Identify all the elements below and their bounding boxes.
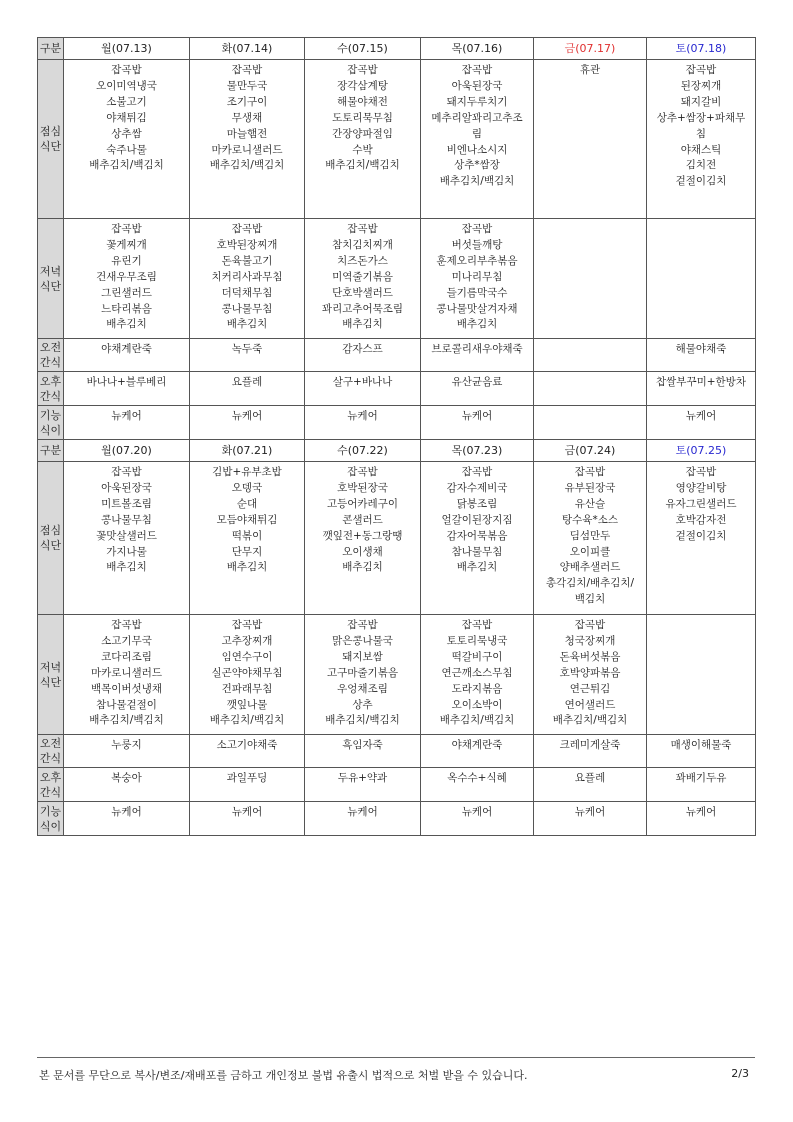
menu-item: 해물야채전 (337, 95, 388, 108)
menu-item: 뉴케어 (461, 410, 493, 422)
functional-meal-label (38, 802, 64, 836)
am-snack-label (38, 339, 64, 372)
menu-item: 참나물겉절이 (96, 698, 157, 711)
menu-item: 잡곡밥 (231, 619, 263, 631)
functional-meal-label-text: 기능 (39, 804, 62, 818)
menu-item: 호박감자전 (675, 513, 727, 526)
menu-item: 닭봉조림 (456, 497, 498, 510)
dinner-cell (64, 219, 190, 339)
menu-item: 잡곡밥 (111, 223, 142, 235)
menu-item: 치즈돈가스 (337, 254, 388, 267)
pm-snack-cell (421, 372, 534, 406)
dinner-cell (421, 615, 534, 735)
dinner-label (38, 219, 64, 339)
lunch-cell (190, 60, 305, 219)
menu-item: 마카로니샐러드 (211, 143, 283, 156)
header-label: 구분 (38, 38, 64, 60)
lunch-cell (305, 462, 421, 615)
menu-item: 콩나물무침 (221, 302, 273, 315)
menu-item: 오이미역냉국 (96, 79, 157, 92)
menu-item: 콩나물무침 (101, 513, 152, 526)
menu-item: 소고기야채죽 (216, 739, 278, 751)
lunch-cell (64, 462, 190, 615)
menu-item: 김치전 (685, 159, 717, 172)
lunch-cell (534, 60, 647, 219)
lunch-label-text: 점심 (39, 524, 62, 537)
menu-item: 뉴케어 (111, 806, 142, 818)
menu-item: 호박양파볶음 (559, 666, 621, 679)
menu-item: 잡곡밥 (111, 619, 142, 631)
dinner-row (38, 219, 756, 339)
menu-item: 감자어묵볶음 (446, 529, 508, 542)
menu-item: 브로콜리새우야채죽 (431, 343, 523, 355)
menu-item: 배추김치/백김치 (89, 714, 164, 727)
menu-item: 복숭아 (111, 772, 142, 784)
am-snack-cell (421, 735, 534, 768)
functional-meal-cell (534, 406, 647, 440)
menu-item: 배추김치 (226, 561, 268, 574)
functional-meal-cell (647, 406, 756, 440)
menu-item: 콘샐러드 (342, 513, 383, 526)
menu-item: 살구+바나나 (332, 376, 393, 388)
menu-item: 야채계란죽 (101, 343, 152, 355)
menu-item: 아욱된장국 (101, 481, 152, 494)
am-snack-cell (421, 339, 534, 372)
menu-item: 단호박샐러드 (332, 286, 393, 299)
functional-meal-cell (421, 406, 534, 440)
pm-snack-cell (190, 372, 305, 406)
menu-item: 꽃게찌개 (106, 238, 147, 251)
menu-item: 잡곡밥 (461, 466, 493, 478)
menu-item: 모듬야채튀김 (216, 513, 278, 526)
dinner-cell (534, 615, 647, 735)
menu-item: 잡곡밥 (574, 466, 606, 478)
functional-meal-cell (647, 802, 756, 836)
dinner-cell (534, 219, 647, 339)
menu-item: 겉절이김치 (675, 529, 727, 542)
menu-item: 임연수구이 (221, 650, 273, 663)
menu-item: 뉴케어 (231, 410, 263, 422)
am-snack-cell (64, 735, 190, 768)
pm-snack-cell (190, 768, 305, 802)
menu-item: 돈육버섯볶음 (559, 650, 621, 663)
dinner-label-text: 저녁 (39, 264, 62, 278)
pm-snack-cell (647, 768, 756, 802)
dinner-cell (305, 219, 421, 339)
menu-item: 크레미게살죽 (559, 739, 621, 751)
menu-item: 참치김치찌개 (332, 238, 393, 251)
menu-item: 야채튀김 (106, 111, 147, 124)
pm-snack-label-text: 간식 (39, 389, 62, 403)
menu-item: 뉴케어 (111, 410, 142, 422)
functional-meal-cell (421, 802, 534, 836)
pm-snack-label-text: 오후 (39, 770, 62, 784)
lunch-cell (64, 60, 190, 219)
menu-item: 요플레 (231, 376, 263, 388)
menu-item: 배추김치 (342, 318, 383, 331)
lunch-label-text: 식단 (39, 140, 62, 153)
menu-item: 배추김치 (456, 561, 498, 574)
dinner-cell (64, 615, 190, 735)
menu-item: 딤섬만두 (569, 529, 611, 542)
menu-item: 마늘햄전 (226, 127, 268, 140)
pm-snack-label (38, 768, 64, 802)
menu-item: 잡곡밥 (347, 466, 378, 478)
menu-item: 가지나물 (106, 545, 147, 558)
menu-item: 영양갈비탕 (675, 481, 727, 494)
menu-item: 찹쌀부꾸미+한방차 (656, 376, 746, 388)
menu-item: 연어샐러드 (564, 698, 616, 711)
menu-item: 옥수수+식혜 (447, 772, 507, 784)
menu-item: 느타리볶음 (101, 302, 152, 315)
weekly-menu-table (37, 37, 756, 836)
menu-item: 고등어카레구이 (326, 497, 398, 510)
functional-meal-cell (64, 802, 190, 836)
am-snack-cell (647, 735, 756, 768)
menu-item: 도토리묵무침 (332, 111, 393, 124)
functional-meal-cell (190, 802, 305, 836)
menu-item: 림 (471, 127, 483, 140)
functional-meal-row (38, 406, 756, 440)
menu-item: 수박 (352, 143, 373, 156)
functional-meal-label-text: 식이 (39, 423, 62, 437)
menu-item: 아욱된장국 (451, 79, 503, 92)
menu-item: 녹두죽 (231, 343, 263, 355)
menu-item: 실곤약야채무침 (211, 666, 283, 679)
menu-item: 치커리사과무침 (211, 270, 283, 283)
pm-snack-cell (305, 768, 421, 802)
day-header: 수(07.22) (305, 440, 421, 462)
week-header-row (38, 440, 756, 462)
pm-snack-label (38, 372, 64, 406)
menu-item: 겉절이김치 (675, 175, 727, 188)
menu-item: 김밥+유부초밥 (212, 466, 282, 478)
dinner-cell (421, 219, 534, 339)
menu-item: 휴관 (579, 64, 601, 76)
pm-snack-cell (647, 372, 756, 406)
menu-item: 배추김치/백김치 (439, 714, 515, 727)
lunch-cell (647, 462, 756, 615)
menu-item: 순대 (236, 497, 258, 510)
menu-item: 꽃맛살샐러드 (96, 529, 157, 542)
dinner-label-text: 식단 (39, 279, 62, 293)
menu-item: 장각삼계탕 (337, 79, 388, 92)
menu-item: 상추쌈 (111, 127, 142, 140)
menu-item: 된장찌개 (680, 79, 722, 92)
lunch-label (38, 462, 64, 615)
am-snack-label-text: 간식 (39, 752, 62, 765)
lunch-label-text: 식단 (39, 539, 62, 552)
menu-item: 야채스틱 (680, 143, 722, 156)
menu-item: 연근튀김 (569, 682, 611, 695)
pm-snack-cell (305, 372, 421, 406)
menu-item: 배추김치/백김치 (209, 714, 285, 727)
menu-item: 잡곡밥 (231, 223, 263, 235)
menu-item: 요플레 (574, 772, 606, 784)
functional-meal-cell (305, 802, 421, 836)
am-snack-cell (190, 735, 305, 768)
menu-item: 깻잎나물 (226, 698, 268, 711)
footer (37, 1057, 755, 1082)
menu-item: 맑은콩나물국 (332, 634, 393, 647)
menu-item: 잡곡밥 (685, 64, 717, 76)
lunch-cell (190, 462, 305, 615)
day-header: 목(07.23) (421, 440, 534, 462)
menu-item: 청국장찌개 (564, 634, 616, 647)
menu-item: 양배추샐러드 (559, 561, 621, 574)
dinner-label (38, 615, 64, 735)
menu-item: 오이피클 (569, 545, 611, 558)
menu-item: 꽈리고추어묵조림 (321, 302, 404, 315)
menu-item: 배추김치 (106, 561, 147, 574)
am-snack-cell (534, 339, 647, 372)
menu-item: 오이생채 (342, 545, 383, 558)
dinner-cell (305, 615, 421, 735)
menu-item: 상추 (352, 698, 373, 711)
am-snack-row (38, 735, 756, 768)
menu-item: 미역줄기볶음 (332, 270, 393, 283)
menu-item: 참나물무침 (451, 545, 503, 558)
menu-item: 꽈배기두유 (675, 772, 727, 784)
menu-item: 유부된장국 (564, 481, 616, 494)
menu-item: 뉴케어 (685, 806, 717, 818)
menu-item: 잡곡밥 (231, 64, 263, 76)
day-header: 화(07.21) (190, 440, 305, 462)
page-number: 2/3 (731, 1067, 749, 1080)
menu-item: 돼지갈비 (680, 95, 722, 108)
functional-meal-cell (190, 406, 305, 440)
pm-snack-cell (64, 768, 190, 802)
day-header: 수(07.15) (305, 38, 421, 60)
menu-item: 조기구이 (226, 95, 268, 108)
am-snack-cell (64, 339, 190, 372)
functional-meal-cell (64, 406, 190, 440)
menu-item: 누룽지 (111, 739, 142, 751)
menu-item: 배추김치 (226, 318, 268, 331)
menu-item: 총각김치/배추김치/ (545, 577, 635, 590)
am-snack-row (38, 339, 756, 372)
functional-meal-row (38, 802, 756, 836)
functional-meal-cell (534, 802, 647, 836)
menu-item: 배추김치/백김치 (552, 714, 628, 727)
lunch-cell (305, 60, 421, 219)
menu-item: 소불고기 (106, 95, 147, 108)
menu-item: 잡곡밥 (461, 64, 493, 76)
menu-item: 탕수육*소스 (562, 513, 618, 526)
menu-item: 그린샐러드 (101, 286, 152, 299)
menu-item: 흑임자죽 (342, 739, 383, 751)
am-snack-label-text: 간식 (39, 356, 62, 369)
functional-meal-label-text: 식이 (39, 819, 62, 833)
menu-item: 호박된장찌개 (216, 238, 278, 251)
menu-item: 메추리알꽈리고추조 (431, 111, 523, 124)
menu-item: 콩나물맛살겨자채 (436, 302, 518, 315)
menu-item: 미나리무침 (451, 270, 503, 283)
dinner-cell (647, 219, 756, 339)
menu-item: 얼갈이된장지짐 (441, 513, 513, 526)
menu-item: 유산균음료 (451, 376, 503, 388)
dinner-label-text: 식단 (39, 675, 62, 689)
menu-item: 떡볶이 (231, 529, 263, 542)
lunch-row (38, 60, 756, 219)
menu-item: 미트볼조림 (101, 497, 152, 510)
menu-item: 배추김치 (106, 318, 147, 331)
menu-item: 돼지두루치기 (446, 95, 508, 108)
dinner-label-text: 저녁 (39, 660, 62, 674)
menu-item: 호박된장국 (337, 481, 388, 494)
menu-item: 단무지 (231, 545, 263, 558)
menu-item: 건파래무침 (221, 682, 273, 695)
menu-item: 뉴케어 (347, 806, 378, 818)
day-header: 금(07.24) (534, 440, 647, 462)
lunch-cell (421, 462, 534, 615)
am-snack-cell (534, 735, 647, 768)
menu-item: 토토리묵냉국 (446, 634, 508, 647)
pm-snack-cell (534, 372, 647, 406)
menu-item: 뉴케어 (685, 410, 717, 422)
menu-item: 들기름막국수 (446, 286, 508, 299)
menu-item: 배추김치/백김치 (439, 175, 515, 188)
am-snack-label-text: 오전 (39, 341, 62, 354)
lunch-label (38, 60, 64, 219)
menu-item: 깻잎전+동그랑땡 (322, 529, 403, 542)
menu-item: 배추김치/백김치 (325, 159, 400, 172)
menu-item: 두유+약과 (337, 772, 388, 784)
menu-item: 오이소박이 (451, 698, 503, 711)
menu-item: 코다리조림 (101, 650, 152, 663)
menu-item: 뉴케어 (461, 806, 493, 818)
menu-item: 숙주나물 (106, 143, 147, 156)
menu-item: 백목이버섯냉채 (90, 682, 162, 695)
menu-item: 배추김치/백김치 (209, 159, 285, 172)
menu-item: 간장양파절임 (332, 127, 393, 140)
functional-meal-label-text: 기능 (39, 408, 62, 422)
menu-item: 마카로니샐러드 (90, 666, 162, 679)
day-header: 화(07.14) (190, 38, 305, 60)
header-label: 구분 (38, 440, 64, 462)
dinner-cell (190, 615, 305, 735)
menu-item: 돼지보쌈 (342, 650, 383, 663)
menu-item: 유산슬 (574, 497, 606, 510)
day-header: 월(07.20) (64, 440, 190, 462)
menu-item: 잡곡밥 (347, 64, 378, 76)
menu-item: 비엔나소시지 (446, 143, 508, 156)
day-header: 월(07.13) (64, 38, 190, 60)
pm-snack-cell (64, 372, 190, 406)
menu-item: 도라지볶음 (451, 682, 503, 695)
menu-item: 상추+쌈장+파채무 (656, 111, 746, 124)
am-snack-cell (190, 339, 305, 372)
am-snack-cell (647, 339, 756, 372)
menu-item: 과일푸딩 (226, 772, 268, 784)
menu-item: 매생이해물죽 (670, 739, 732, 751)
menu-item: 잡곡밥 (111, 466, 142, 478)
pm-snack-label-text: 오후 (39, 374, 62, 388)
day-header: 토(07.25) (647, 440, 756, 462)
menu-item: 백김치 (574, 593, 606, 606)
menu-item: 배추김치 (456, 318, 498, 331)
menu-item: 우엉채조림 (337, 682, 388, 695)
pm-snack-row (38, 372, 756, 406)
menu-item: 배추김치/백김치 (89, 159, 164, 172)
am-snack-cell (305, 339, 421, 372)
menu-item: 바나나+블루베리 (86, 376, 167, 388)
copyright-notice: 본 문서를 무단으로 복사/변조/재배포를 금하고 개인정보 불법 유출시 법적으로 처벌 받을 수 있습니다. (39, 1069, 528, 1082)
pm-snack-label-text: 간식 (39, 785, 62, 799)
menu-item: 잡곡밥 (347, 619, 378, 631)
menu-item: 훈제오리부추볶음 (436, 254, 518, 267)
menu-item: 잡곡밥 (461, 619, 493, 631)
menu-item: 잡곡밥 (347, 223, 378, 235)
lunch-row (38, 462, 756, 615)
menu-item: 감자수제비국 (446, 481, 508, 494)
lunch-cell (647, 60, 756, 219)
menu-item: 소고기무국 (101, 634, 152, 647)
menu-item: 상추*쌈장 (454, 159, 500, 172)
functional-meal-label (38, 406, 64, 440)
menu-item: 배추김치/백김치 (325, 714, 400, 727)
menu-item: 물만두국 (226, 79, 268, 92)
pm-snack-cell (534, 768, 647, 802)
menu-item: 잡곡밥 (685, 466, 717, 478)
menu-item: 더덕채무침 (221, 286, 273, 299)
day-header: 토(07.18) (647, 38, 756, 60)
menu-item: 뉴케어 (231, 806, 263, 818)
menu-item: 침 (695, 127, 707, 140)
menu-item: 야채계란죽 (451, 739, 503, 751)
menu-item: 버섯들깨탕 (451, 238, 503, 251)
menu-item: 유린기 (111, 254, 142, 267)
dinner-row (38, 615, 756, 735)
menu-item: 잡곡밥 (461, 223, 493, 235)
am-snack-label (38, 735, 64, 768)
menu-item: 잡곡밥 (574, 619, 606, 631)
functional-meal-cell (305, 406, 421, 440)
menu-item: 연근깨소스무침 (441, 666, 513, 679)
lunch-cell (421, 60, 534, 219)
menu-item: 배추김치 (342, 561, 383, 574)
day-header: 목(07.16) (421, 38, 534, 60)
day-header: 금(07.17) (534, 38, 647, 60)
menu-item: 잡곡밥 (111, 64, 142, 76)
lunch-cell (534, 462, 647, 615)
menu-item: 돈육불고기 (221, 254, 273, 267)
pm-snack-row (38, 768, 756, 802)
menu-item: 뉴케어 (574, 806, 606, 818)
am-snack-cell (305, 735, 421, 768)
pm-snack-cell (421, 768, 534, 802)
menu-item: 뉴케어 (347, 410, 378, 422)
menu-item: 건새우무조림 (96, 270, 157, 283)
menu-item: 감자스프 (342, 343, 383, 355)
menu-item: 유자그린샐러드 (665, 497, 737, 510)
menu-item: 무생채 (231, 111, 263, 124)
dinner-cell (190, 219, 305, 339)
lunch-label-text: 점심 (39, 125, 62, 138)
menu-item: 떡갈비구이 (451, 650, 503, 663)
menu-item: 고추장찌개 (221, 634, 273, 647)
am-snack-label-text: 오전 (39, 737, 62, 750)
dinner-cell (647, 615, 756, 735)
menu-item: 오뎅국 (231, 481, 263, 494)
menu-item: 해물야채죽 (675, 343, 727, 355)
menu-item: 고구마줄기볶음 (326, 666, 398, 679)
week-header-row (38, 38, 756, 60)
